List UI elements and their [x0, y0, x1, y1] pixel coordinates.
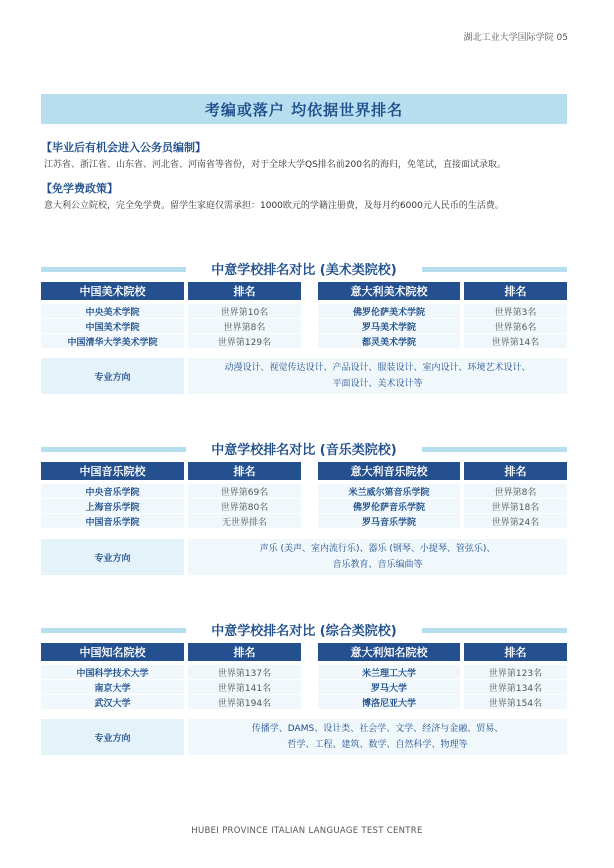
- major-direction-general: [41, 719, 567, 755]
- table-cell-school: 罗马美术学院: [318, 319, 460, 333]
- direction-line: 传播学、DAMS、设计类、社会学、文学、经济与金融、贸易、: [251, 724, 504, 734]
- table-cell-rank: 世界第80名: [188, 499, 301, 513]
- table-cell-school: 都灵美术学院: [318, 334, 460, 348]
- direction-label: 专业方向: [41, 358, 184, 394]
- table-header: 中国美术院校: [41, 282, 184, 300]
- table-cell-school: 罗马大学: [318, 680, 460, 694]
- comparison-table-general: [41, 643, 567, 711]
- table-cell-school: 武汉大学: [41, 695, 184, 709]
- table-cell-rank: 世界第134名: [464, 680, 567, 694]
- direction-label: 专业方向: [41, 539, 184, 575]
- table-cell-rank: 世界第123名: [464, 665, 567, 679]
- policy-title-tuition: 【免学费政策】: [41, 182, 118, 195]
- table-cell-school: 米兰威尔第音乐学院: [318, 484, 460, 498]
- table-cell-school: 中央音乐学院: [41, 484, 184, 498]
- major-direction-music: [41, 539, 567, 575]
- table-cell-rank: 世界第8名: [464, 484, 567, 498]
- table-cell-school: 中国音乐学院: [41, 514, 184, 528]
- table-cell-school: 上海音乐学院: [41, 499, 184, 513]
- table-header: 排名: [188, 643, 301, 661]
- section-title-general: [41, 620, 567, 640]
- direction-value: [188, 719, 567, 755]
- table-header: 排名: [464, 462, 567, 480]
- table-header: 中国音乐院校: [41, 462, 184, 480]
- table-cell-school: 中央美术学院: [41, 304, 184, 318]
- table-cell-rank: 世界第3名: [464, 304, 567, 318]
- table-header: 意大利音乐院校: [318, 462, 460, 480]
- table-cell-school: 中国美术学院: [41, 319, 184, 333]
- table-cell-rank: 世界第194名: [188, 695, 301, 709]
- page-footer: HUBEI PROVINCE ITALIAN LANGUAGE TEST CENTRE: [191, 826, 423, 836]
- direction-line: 音乐教育、音乐编曲等: [332, 560, 423, 570]
- policy-title-civil-service: 【毕业后有机会进入公务员编制】: [41, 141, 206, 154]
- table-cell-rank: 世界第129名: [188, 334, 301, 348]
- table-cell-rank: 世界第69名: [188, 484, 301, 498]
- table-cell-rank: 世界第154名: [464, 695, 567, 709]
- table-cell-school: 中国清华大学美术学院: [41, 334, 184, 348]
- direction-line: 动漫设计、视觉传达设计、产品设计、服装设计、室内设计、环境艺术设计、: [224, 363, 531, 373]
- section-title-text: 中意学校排名对比 (美术类院校): [211, 263, 397, 278]
- banner-title: 考编或落户 均依据世界排名: [41, 94, 567, 124]
- section-title-music: [41, 439, 567, 459]
- table-cell-school: 博洛尼亚大学: [318, 695, 460, 709]
- section-title-text: 中意学校排名对比 (音乐类院校): [211, 443, 397, 458]
- table-cell-rank: 世界第6名: [464, 319, 567, 333]
- table-cell-rank: 世界第10名: [188, 304, 301, 318]
- table-header: 中国知名院校: [41, 643, 184, 661]
- policy-text-civil-service: 江苏省、浙江省、山东省、河北省、河南省等省份，对于全球大学QS排名前200名的海归，免笔试，直接面试录取。: [44, 160, 506, 170]
- major-direction-art: [41, 358, 567, 394]
- direction-value: [188, 539, 567, 575]
- title-decor-bar: [422, 628, 567, 633]
- comparison-table-music: [41, 462, 567, 530]
- direction-line: 哲学、工程、建筑、数学、自然科学、物理等: [287, 740, 468, 750]
- table-cell-school: 罗马音乐学院: [318, 514, 460, 528]
- policy-text-tuition: 意大利公立院校，完全免学费。留学生家庭仅需承担：1000欧元的学籍注册费，及每月约6000元人民币的生活费。: [44, 201, 504, 211]
- table-header: 排名: [464, 643, 567, 661]
- table-header: 排名: [188, 462, 301, 480]
- table-cell-rank: 世界第14名: [464, 334, 567, 348]
- table-cell-school: 南京大学: [41, 680, 184, 694]
- page-header: 湖北工业大学国际学院 05: [463, 33, 568, 43]
- title-decor-bar: [422, 267, 567, 272]
- table-cell-rank: 世界第141名: [188, 680, 301, 694]
- direction-label: 专业方向: [41, 719, 184, 755]
- table-cell-rank: 世界第8名: [188, 319, 301, 333]
- table-header: 排名: [464, 282, 567, 300]
- table-header: 意大利知名院校: [318, 643, 460, 661]
- section-title-text: 中意学校排名对比 (综合类院校): [211, 624, 397, 639]
- comparison-table-art: [41, 282, 567, 350]
- table-cell-rank: 无世界排名: [188, 514, 301, 528]
- direction-line: 声乐 (美声、室内流行乐)、器乐 (钢琴、小提琴、管弦乐)、: [259, 544, 496, 554]
- table-cell-school: 中国科学技术大学: [41, 665, 184, 679]
- table-cell-school: 米兰理工大学: [318, 665, 460, 679]
- table-cell-school: 佛罗伦萨音乐学院: [318, 499, 460, 513]
- section-title-art: [41, 259, 567, 279]
- table-header: 意大利美术院校: [318, 282, 460, 300]
- direction-line: 平面设计、美术设计等: [332, 379, 423, 389]
- table-cell-rank: 世界第137名: [188, 665, 301, 679]
- table-cell-school: 佛罗伦萨美术学院: [318, 304, 460, 318]
- title-decor-bar: [422, 447, 567, 452]
- table-header: 排名: [188, 282, 301, 300]
- direction-value: [188, 358, 567, 394]
- table-cell-rank: 世界第18名: [464, 499, 567, 513]
- table-cell-rank: 世界第24名: [464, 514, 567, 528]
